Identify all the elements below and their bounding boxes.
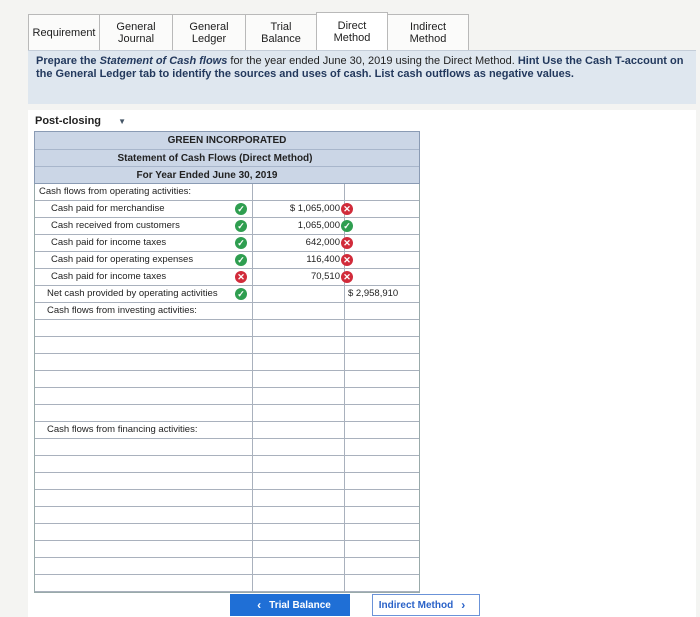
table-row: [35, 320, 419, 337]
amount-cell[interactable]: [253, 490, 345, 507]
label-cell[interactable]: [35, 371, 253, 388]
total-cell[interactable]: [345, 252, 419, 269]
total-cell[interactable]: [345, 201, 419, 218]
company-name: GREEN INCORPORATED: [167, 135, 287, 146]
amount-cell[interactable]: [253, 184, 345, 201]
x-icon: ✕: [341, 271, 353, 283]
next-tab-button[interactable]: [372, 594, 480, 616]
amount-value: 1,065,000: [297, 220, 340, 231]
next-tab-label: Indirect Method: [378, 599, 454, 611]
total-cell[interactable]: [345, 303, 419, 320]
amount-cell[interactable]: [237, 235, 351, 252]
instructions-box: [28, 50, 696, 104]
amount-cell[interactable]: [253, 388, 345, 405]
chevron-down-icon: ▼: [118, 116, 126, 126]
financing-header[interactable]: Cash flows from financing activities:: [35, 422, 253, 439]
amount-cell[interactable]: [253, 337, 345, 354]
x-icon: ✕: [341, 254, 353, 266]
tab-direct-method[interactable]: Direct Method: [316, 12, 388, 50]
investing-header[interactable]: Cash flows from investing activities:: [35, 303, 253, 320]
dropdown-value: Post-closing: [35, 115, 102, 127]
table-row: [35, 218, 419, 235]
table-row: [35, 337, 419, 354]
total-cell[interactable]: [345, 439, 419, 456]
label-cell[interactable]: [35, 524, 253, 541]
label-cell[interactable]: [35, 575, 253, 592]
table-row: [35, 184, 419, 201]
amount-cell[interactable]: [253, 456, 345, 473]
amount-value: 642,000: [305, 237, 340, 248]
previous-tab-button[interactable]: [230, 594, 350, 616]
amount-cell[interactable]: [253, 524, 345, 541]
table-row: [35, 422, 419, 439]
total-cell[interactable]: [345, 473, 419, 490]
amount-cell[interactable]: [237, 201, 351, 218]
check-icon: ✓: [235, 203, 247, 215]
statement-grid: [34, 184, 420, 593]
row-label[interactable]: Cash paid for operating expenses: [35, 252, 253, 269]
table-row: [35, 388, 419, 405]
table-row: [35, 252, 419, 269]
table-row: [35, 439, 419, 456]
table-row: [35, 405, 419, 422]
amount-value: 70,510: [310, 271, 340, 282]
label-cell[interactable]: [35, 320, 253, 337]
amount-cell[interactable]: [253, 439, 345, 456]
check-icon: ✓: [235, 237, 247, 249]
amount-cell[interactable]: [253, 558, 345, 575]
amount-cell[interactable]: [253, 371, 345, 388]
total-cell[interactable]: [345, 405, 419, 422]
amount-cell[interactable]: [253, 575, 345, 592]
table-row: [35, 371, 419, 388]
label-cell[interactable]: [35, 354, 253, 371]
label-cell[interactable]: [35, 507, 253, 524]
total-cell[interactable]: [345, 507, 419, 524]
tab-trial-balance[interactable]: Trial Balance: [245, 14, 317, 50]
total-cell[interactable]: [345, 558, 419, 575]
table-row: [35, 473, 419, 490]
table-row: [35, 456, 419, 473]
tab-indirect-method[interactable]: Indirect Method: [387, 14, 469, 50]
label-cell[interactable]: [35, 558, 253, 575]
amount-cell[interactable]: [253, 320, 345, 337]
table-row: [35, 286, 419, 303]
table-row: [35, 575, 419, 592]
chevron-right-icon: ›: [461, 598, 466, 612]
total-cell[interactable]: [345, 575, 419, 592]
total-cell[interactable]: [345, 269, 419, 286]
label-cell[interactable]: [35, 439, 253, 456]
table-row: [35, 269, 419, 286]
amount-cell[interactable]: [253, 541, 345, 558]
label-cell[interactable]: [35, 473, 253, 490]
total-cell[interactable]: [345, 337, 419, 354]
check-icon: ✓: [235, 288, 247, 300]
net-operating-label[interactable]: Net cash provided by operating activities: [35, 286, 253, 303]
row-label[interactable]: Cash paid for income taxes: [35, 269, 253, 286]
table-row: [35, 201, 419, 218]
table-row: [35, 235, 419, 252]
total-cell[interactable]: [345, 320, 419, 337]
total-cell[interactable]: [345, 235, 419, 252]
total-cell[interactable]: [345, 490, 419, 507]
amount-cell[interactable]: [237, 269, 351, 286]
table-row: [35, 507, 419, 524]
row-label[interactable]: Cash received from customers: [35, 218, 253, 235]
total-cell[interactable]: [345, 541, 419, 558]
statement-header: [34, 131, 420, 184]
x-icon: ✕: [341, 237, 353, 249]
total-cell[interactable]: [345, 422, 419, 439]
amount-cell[interactable]: [237, 218, 351, 235]
chevron-left-icon: ‹: [257, 598, 262, 612]
amount-cell[interactable]: [253, 507, 345, 524]
tab-general-ledger[interactable]: General Ledger: [172, 14, 246, 50]
net-operating-total[interactable]: $ 2,958,910: [345, 286, 419, 303]
label-cell[interactable]: [35, 337, 253, 354]
label-cell[interactable]: [35, 388, 253, 405]
check-icon: ✓: [235, 220, 247, 232]
amount-cell[interactable]: [253, 473, 345, 490]
instructions-hint: Hint Use the Cash T-account on the General Ledger tab to identify the sources and uses of cash. List cash outflows as negative values.: [36, 55, 684, 80]
tab-requirement[interactable]: Requirement: [28, 14, 100, 50]
total-cell[interactable]: [345, 371, 419, 388]
table-row: [35, 524, 419, 541]
previous-tab-label: Trial Balance: [269, 599, 331, 611]
statement-title: Statement of Cash Flows (Direct Method): [35, 149, 419, 166]
amount-cell[interactable]: [253, 303, 345, 320]
instructions-text-2: Statement of Cash flows: [99, 55, 228, 67]
tab-general-journal[interactable]: General Journal: [99, 14, 173, 50]
total-cell[interactable]: [345, 524, 419, 541]
table-row: [35, 490, 419, 507]
row-label[interactable]: Cash paid for merchandise: [35, 201, 253, 218]
table-row: [35, 558, 419, 575]
table-row: [35, 541, 419, 558]
instructions-text-3: for the year ended June 30, 2019 using the Direct Method.: [227, 55, 518, 67]
statement-period: For Year Ended June 30, 2019: [35, 166, 419, 183]
label-cell[interactable]: [35, 456, 253, 473]
total-cell[interactable]: [345, 388, 419, 405]
tab-bar: [28, 12, 468, 50]
total-cell[interactable]: [345, 354, 419, 371]
x-icon: ✕: [341, 203, 353, 215]
label-cell[interactable]: [35, 490, 253, 507]
row-label[interactable]: Cash paid for income taxes: [35, 235, 253, 252]
amount-cell[interactable]: [253, 422, 345, 439]
cash-flow-statement: [34, 131, 420, 593]
amount-cell[interactable]: [237, 286, 345, 303]
check-icon: ✓: [235, 254, 247, 266]
operating-header[interactable]: Cash flows from operating activities:: [35, 184, 253, 201]
amount-cell[interactable]: [253, 354, 345, 371]
amount-value: $ 1,065,000: [289, 203, 340, 214]
amount-value: 116,400: [306, 254, 340, 265]
instructions-text-1: Prepare the: [36, 55, 100, 67]
table-row: [35, 354, 419, 371]
label-cell[interactable]: [35, 541, 253, 558]
x-icon: ✕: [235, 271, 247, 283]
label-cell[interactable]: [35, 405, 253, 422]
total-cell[interactable]: [345, 184, 419, 201]
total-cell[interactable]: [345, 218, 419, 235]
check-icon: ✓: [341, 220, 353, 232]
post-closing-dropdown[interactable]: [32, 112, 130, 130]
total-cell[interactable]: [345, 456, 419, 473]
amount-cell[interactable]: [253, 405, 345, 422]
table-row: [35, 303, 419, 320]
amount-cell[interactable]: [237, 252, 351, 269]
